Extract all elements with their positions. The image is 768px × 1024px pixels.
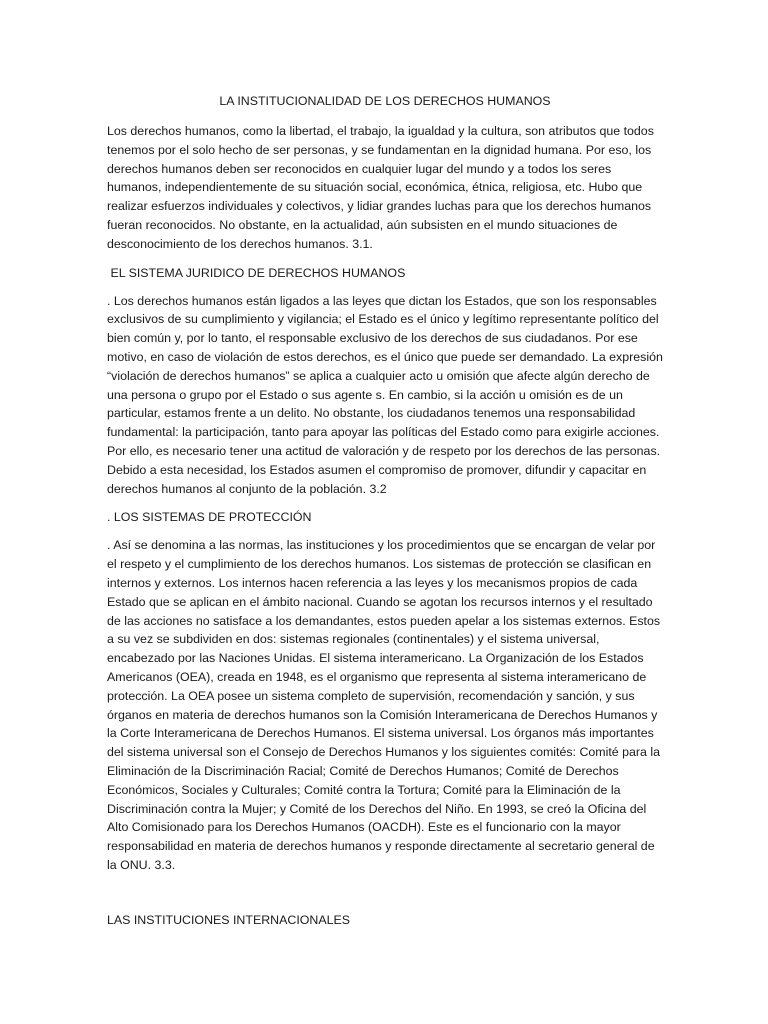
section-spacer	[107, 885, 663, 911]
paragraph-sistema-juridico: . Los derechos humanos están ligados a las leyes que dictan los Estados, que son los responsables exclusivos de su cumplimiento y vigilancia; el Estado es el único y legítimo representante político del bien común y, por lo tanto, el responsable exclusivo de los derechos de sus ciudadanos. Por ese motivo, en caso de violación de estos derechos, es el único que puede ser demandado. La expresión “violación de derechos humanos” se aplica a cualquier acto u omisión que afecte algún derecho de una persona o grupo por el Estado o sus agente s. En cambio, si la acción u omisión es de un particular, estamos frente a un delito. No obstante, los ciudadanos tenemos una responsabilidad fundamental: la participación, tanto para apoyar las políticas del Estado como para exigirle acciones. Por ello, es necesario tener una actitud de valoración y de respeto por los derechos de las personas. Debido a esta necesidad, los Estados asumen el compromiso de promover, difundir y capacitar en derechos humanos al conjunto de la población. 3.2	[107, 293, 663, 496]
heading-sistema-juridico: EL SISTEMA JURIDICO DE DERECHOS HUMANOS	[107, 265, 406, 280]
paragraph-sistemas-proteccion: . Así se denomina a las normas, las instituciones y los procedimientos que se encargan de velar por el respeto y el cumplimiento de los derechos humanos. Los sistemas de protección se clasifican en internos y externos. Los internos hacen referencia a las leyes y los mecanismos propios de cada Estado que se aplican en el ámbito nacional. Cuando se agotan los recursos internos y el resultado de las acciones no satisface a los demandantes, estos pueden apelar a los sistemas externos. Estos a su vez se subdividen en dos: sistemas regionales (continentales) y el sistema universal, encabezado por las Naciones Unidas. El sistema interamericano. La Organización de los Estados Americanos (OEA), creada en 1948, es el organismo que representa al sistema interamericano de protección. La OEA posee un sistema completo de supervisión, recomendación y sanción, y sus órganos en materia de derechos humanos son la Comisión Interamericana de Derechos Humanos y la Corte Interamericana de Derechos Humanos. El sistema universal. Los órganos más importantes del sistema universal son el Consejo de Derechos Humanos y los siguientes comités: Comité para la Eliminación de la Discriminación Racial; Comité de Derechos Humanos; Comité de Derechos Económicos, Sociales y Culturales; Comité contra la Tortura; Comité para la Eliminación de la Discriminación contra la Mujer; y Comité de los Derechos del Niño. En 1993, se creó la Oficina del Alto Comisionado para los Derechos Humanos (OACDH). Este es el funcionario con la mayor responsabilidad en materia de derechos humanos y responde directamente al secretario general de la ONU. 3.3.	[107, 538, 661, 872]
heading-sistemas-proteccion: . LOS SISTEMAS DE PROTECCIÓN	[107, 510, 312, 525]
paragraph-intro: Los derechos humanos, como la libertad, el trabajo, la igualdad y la cultura, son atributos que todos tenemos por el solo hecho de ser personas, y se fundamentan en la dignidad humana. Por eso, los derechos humanos deben ser reconocidos en cualquier lugar del mundo y a todos los seres humanos, independientemente de su situación social, económica, étnica, religiosa, etc. Hubo que realizar esfuerzos individuales y colectivos, y lidiar grandes luchas para que los derechos humanos fueran reconocidos. No obstante, en la actualidad, aún subsisten en el mundo situaciones de desconocimiento de los derechos humanos. 3.1.	[107, 124, 654, 251]
document-page	[107, 92, 663, 939]
heading-instituciones-internacionales: LAS INSTITUCIONES INTERNACIONALES	[107, 912, 351, 927]
document-title: LA INSTITUCIONALIDAD DE LOS DERECHOS HUMANOS	[219, 94, 551, 108]
